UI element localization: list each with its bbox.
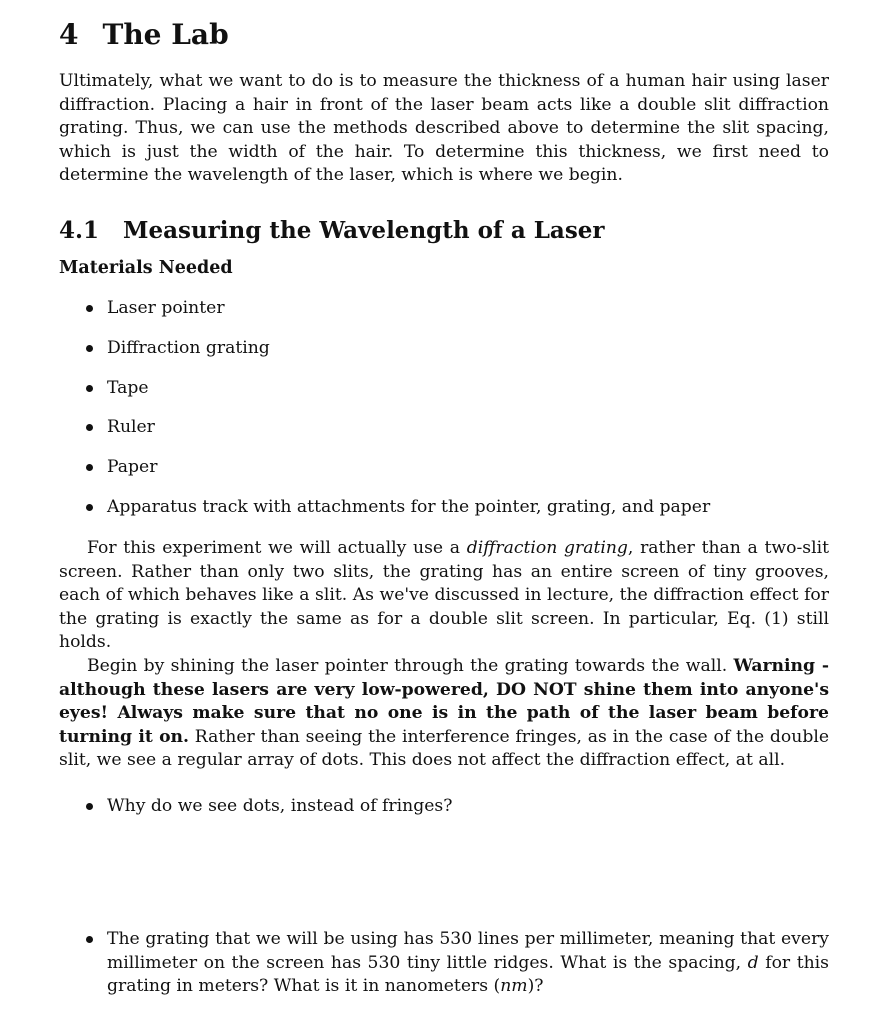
question-1-text: Why do we see dots, instead of fringes? bbox=[107, 796, 453, 816]
list-item bbox=[59, 336, 829, 376]
intro-paragraph: Ultimately, what we want to do is to measure the thickness of a human hair using laser diffraction. Placing a hair in front of the laser beam acts like a double slit diffraction grating. Thus, we can use the methods described above to determine the slit spacing, which is just the width of the hair. To determine this thickness, we first need to determine the wavelength of the laser, which is where we begin. bbox=[59, 71, 829, 186]
spacing-variable: d bbox=[747, 952, 759, 973]
question-1 bbox=[59, 795, 829, 819]
list-item bbox=[59, 296, 829, 336]
question-2 bbox=[59, 928, 829, 999]
list-item bbox=[59, 415, 829, 455]
question-2-text-1: The grating that we will be using has 530 lines per millimeter, meaning that every millimeter on the screen has 530 tiny little ridges. What is the spacing, bbox=[107, 929, 829, 973]
list-item-text: Ruler bbox=[107, 417, 155, 438]
section-title: The Lab bbox=[102, 18, 229, 51]
list-item bbox=[59, 455, 829, 495]
question-2-text-2: for this grating in meters? What is it in nanometers ( bbox=[107, 952, 829, 997]
bullet-icon bbox=[86, 504, 93, 511]
procedure-text-1: Begin by shining the laser pointer through the grating towards the wall. bbox=[87, 656, 734, 676]
question-2-text bbox=[107, 928, 829, 999]
grating-emphasis: diffraction grating bbox=[466, 538, 628, 558]
materials-heading: Materials Needed bbox=[59, 258, 233, 278]
grating-text-2: , rather than a two-slit screen. Rather than only two slits, the grating has an entire screen of tiny grooves, each of which behaves like a slit. As we've discussed in lecture, the diffraction effect for the grating is exactly the same as for a double slit screen. In particular, Eq. (1) still holds. bbox=[59, 538, 829, 653]
procedure-paragraph bbox=[59, 655, 829, 773]
materials-list bbox=[59, 296, 829, 535]
grating-text-1: For this experiment we will actually use a bbox=[87, 538, 467, 558]
bullet-icon bbox=[86, 385, 93, 392]
grating-paragraph bbox=[59, 537, 829, 655]
bullet-icon bbox=[86, 464, 93, 471]
unit-nm: nm bbox=[500, 976, 528, 997]
list-item-text: Diffraction grating bbox=[107, 337, 270, 358]
list-item-text: Tape bbox=[107, 377, 149, 398]
list-item-text: Apparatus track with attachments for the pointer, grating, and paper bbox=[107, 496, 711, 517]
section-number: 4 bbox=[59, 18, 79, 51]
section-heading bbox=[59, 18, 229, 51]
bullet-icon bbox=[86, 345, 93, 352]
list-item bbox=[59, 376, 829, 416]
list-item-text: Paper bbox=[107, 457, 158, 478]
question-2-text-3: )? bbox=[527, 976, 544, 997]
subsection-heading bbox=[59, 217, 605, 244]
bullet-icon bbox=[86, 424, 93, 431]
list-item bbox=[59, 495, 829, 535]
bullet-icon bbox=[86, 305, 93, 312]
bullet-icon bbox=[86, 936, 93, 943]
safety-warning: Warning - although these lasers are very low-powered, DO NOT shine them into anyone's eyes! Always make sure that no one is in the path of the laser beam before turning it on. bbox=[59, 656, 829, 747]
subsection-number: 4.1 bbox=[59, 217, 100, 244]
procedure-text-2: Rather than seeing the interference fringes, as in the case of the double slit, we see a regular array of dots. This does not affect the diffraction effect, at all. bbox=[59, 726, 829, 771]
list-item-text: Laser pointer bbox=[107, 298, 225, 318]
bullet-icon bbox=[86, 803, 93, 810]
subsection-title: Measuring the Wavelength of a Laser bbox=[123, 217, 605, 244]
